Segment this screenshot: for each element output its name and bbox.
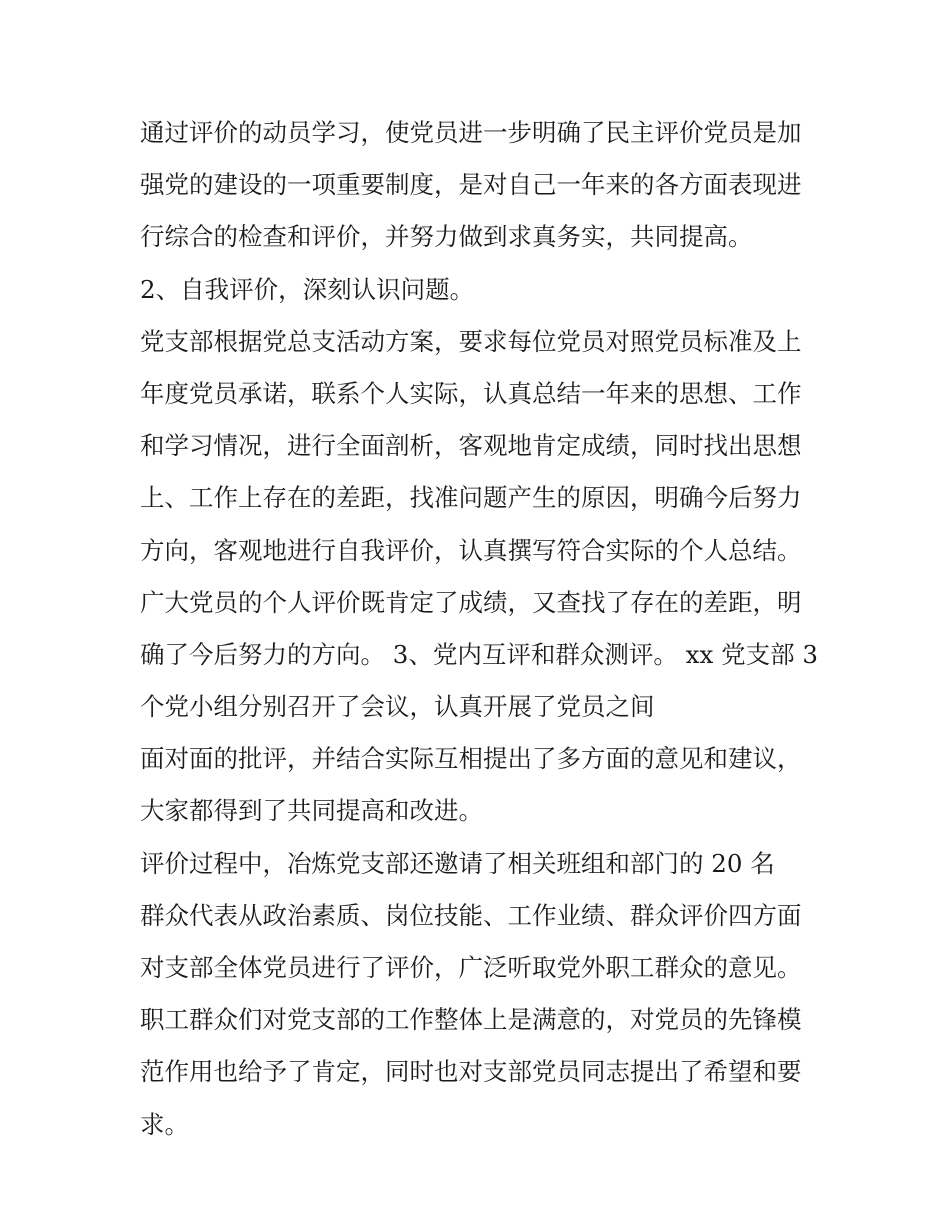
text-line: 面对面的批评，并结合实际互相提出了多方面的意见和建议， [140,744,802,774]
text-line: 党支部根据党总支活动方案，要求每位党员对照党员标准及上 [140,326,802,356]
text-line: 广大党员的个人评价既肯定了成绩，又查找了存在的差距，明 [140,587,802,617]
text-line: 群众代表从政治素质、岗位技能、工作业绩、群众评价四方面 [140,900,802,930]
text-line: 通过评价的动员学习，使党员进一步明确了民主评价党员是加 [140,118,802,147]
text-line: 上、工作上存在的差距，找准问题产生的原因，明确今后努力 [140,483,802,513]
text-line: 求。 [140,1109,189,1139]
text-line: 大家都得到了共同提高和改进。 [140,796,483,826]
text-line: 对支部全体党员进行了评价，广泛听取党外职工群众的意见。 [140,953,802,982]
text-line: 强党的建设的一项重要制度，是对自己一年来的各方面表现进 [140,170,802,200]
text-line: 个党小组分别召开了会议，认真开展了党员之间 [140,692,655,722]
text-line: 职工群众们对党支部的工作整体上是满意的，对党员的先锋模 [140,1005,802,1035]
body-text [140,107,820,1151]
text-line: 年度党员承诺，联系个人实际，认真总结一年来的思想、工作 [140,378,802,408]
text-line: 确了今后努力的方向。 3、党内互评和群众测评。 xx 党支部 3 [140,639,818,669]
section-heading: 2、自我评价，深刻认识问题。 [140,274,475,304]
text-line: 方向，客观地进行自我评价，认真撰写符合实际的个人总结。 [140,535,802,565]
text-line: 评价过程中，冶炼党支部还邀请了相关班组和部门的 20 名 [140,848,775,878]
text-line: 范作用也给予了肯定，同时也对支部党员同志提出了希望和要 [140,1057,802,1087]
text-line: 和学习情况，进行全面剖析，客观地肯定成绩，同时找出思想 [140,431,802,461]
text-line: 行综合的检查和评价，并努力做到求真务实，共同提高。 [140,222,753,252]
